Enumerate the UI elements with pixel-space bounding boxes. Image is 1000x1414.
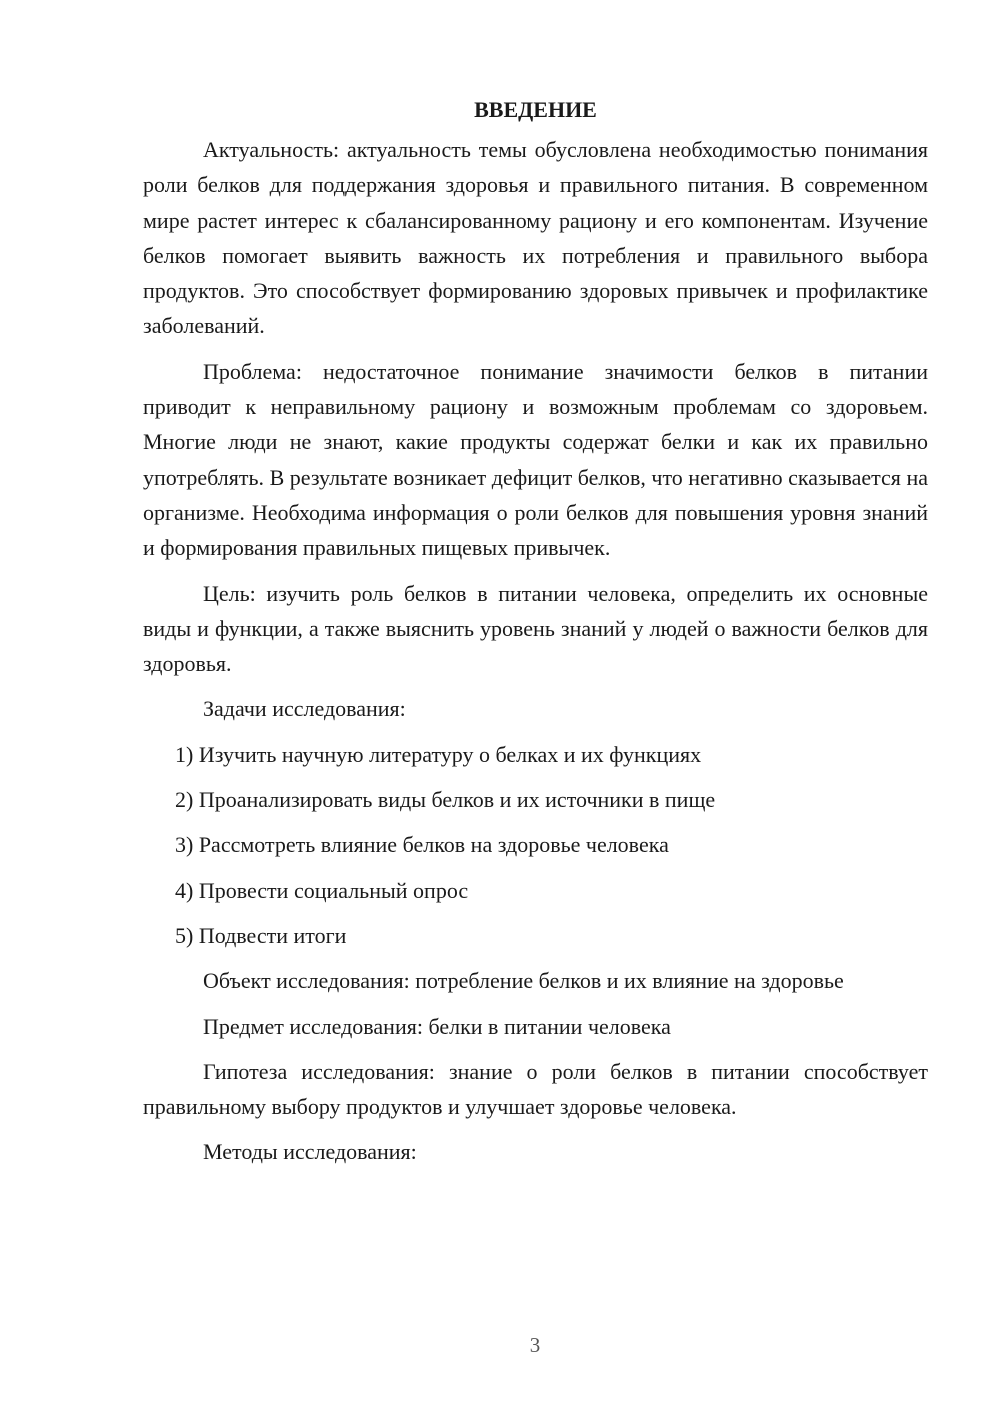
problem-paragraph: Проблема: недостаточное понимание значимости белков в питании приводит к неправильному рациону и возможным проблемам со здоровьем. Многие люди не знают, какие продукты содержат белки и как их правильно употреблять. В результате возникает дефицит белков, что негативно сказывается на организме. Необходима информация о роли белков для повышения уровня знаний и формирования правильных пищевых привычек. xyxy=(143,358,928,561)
task-item: 1) Изучить научную литературу о белках и их функциях xyxy=(175,741,702,767)
hypothesis-paragraph: Гипотеза исследования: знание о роли белков в питании способствует правильному выбору продуктов и улучшает здоровье человека. xyxy=(143,1058,928,1120)
task-item: 4) Провести социальный опрос xyxy=(175,877,469,903)
tasks-heading: Задачи исследования: xyxy=(203,696,406,722)
document-body xyxy=(143,92,928,1180)
relevance-paragraph: Актуальность: актуальность темы обусловлена необходимостью понимания роли белков для поддержания здоровья и правильного питания. В современном мире растет интерес к сбалансированному рациону и его компонентам. Изучение белков помогает выявить важность их потребления и правильного выбора продуктов. Это способствует формированию здоровых привычек и профилактике заболеваний. xyxy=(143,137,928,339)
task-item: 5) Подвести итоги xyxy=(175,922,347,948)
task-item: 2) Проанализировать виды белков и их источники в пище xyxy=(175,787,716,813)
goal-paragraph: Цель: изучить роль белков в питании человека, определить их основные виды и функции, а также выяснить уровень знаний у людей о важности белков для здоровья. xyxy=(143,580,928,677)
task-item: 3) Рассмотреть влияние белков на здоровье человека xyxy=(175,832,669,858)
object-line: Объект исследования: потребление белков и их влияние на здоровье xyxy=(203,968,844,994)
page-title: ВВЕДЕНИЕ xyxy=(474,97,597,122)
methods-heading: Методы исследования: xyxy=(203,1139,417,1165)
subject-line: Предмет исследования: белки в питании человека xyxy=(203,1013,671,1039)
page-number: 3 xyxy=(529,1333,541,1357)
